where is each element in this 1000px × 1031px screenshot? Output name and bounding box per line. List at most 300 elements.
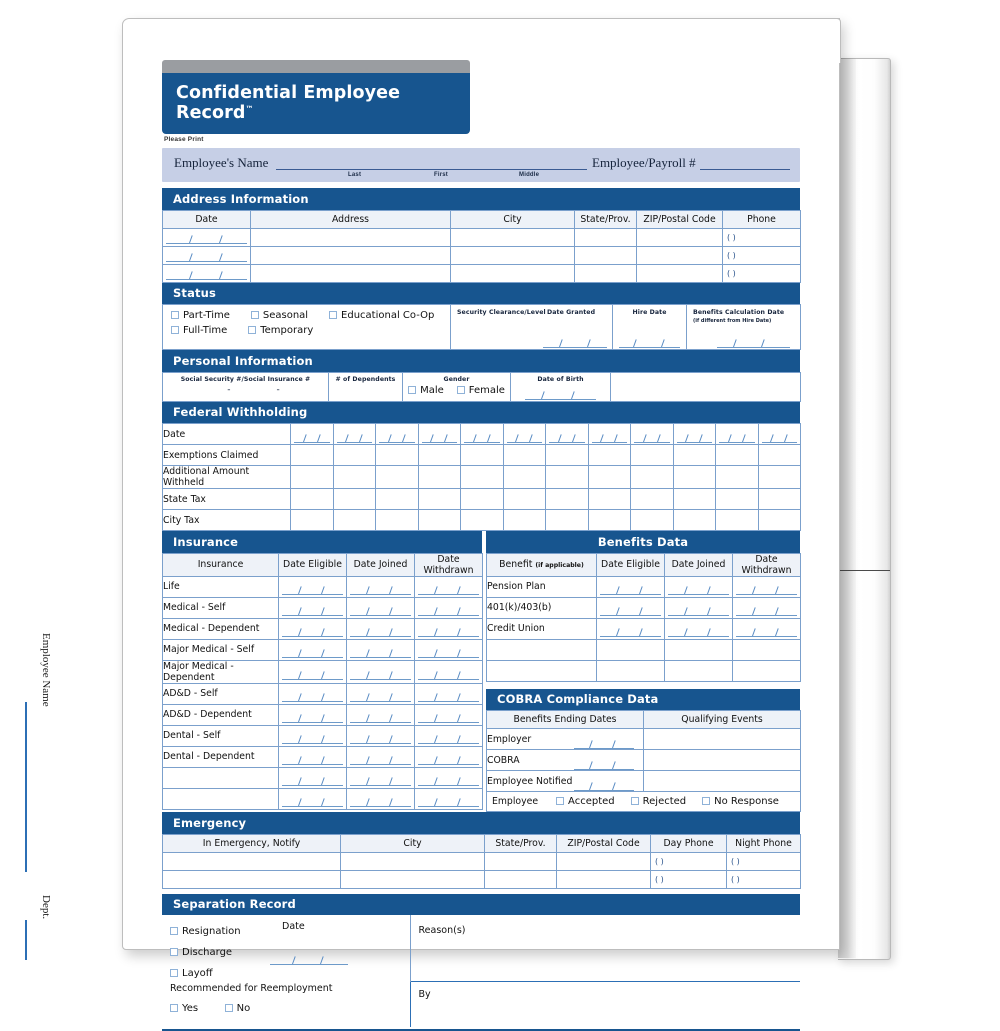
- page-title: Confidential Employee Record: [176, 83, 401, 123]
- insurance-row-label: Major Medical - Self: [163, 639, 279, 660]
- blank-cell[interactable]: [418, 445, 461, 466]
- label-reemployment: Recommended for Reemployment: [170, 983, 333, 994]
- emergency-day-phone-input[interactable]: ( ): [651, 870, 727, 888]
- blank-cell[interactable]: [588, 445, 631, 466]
- cobra-qualifying-event-input[interactable]: [644, 750, 801, 771]
- checkbox-icon[interactable]: [171, 326, 179, 334]
- checkbox-educational-coop[interactable]: Educational Co-Op: [329, 310, 434, 321]
- emergency-state-input[interactable]: [485, 852, 557, 870]
- section-header-benefits: Benefits Data: [486, 531, 800, 553]
- blank-cell[interactable]: [588, 510, 631, 531]
- benefits-row: [487, 660, 801, 681]
- date-input-cell[interactable]: [716, 424, 759, 445]
- address-date-input[interactable]: [163, 264, 251, 282]
- insurance-table: [162, 553, 483, 810]
- sub-label-middle: Middle: [519, 172, 540, 178]
- date-input-cell[interactable]: [546, 424, 589, 445]
- date-input-cell[interactable]: [733, 618, 801, 639]
- benefits-data-table: [486, 553, 801, 682]
- date-input-cell[interactable]: [631, 424, 674, 445]
- section-header-status: Status: [162, 283, 800, 305]
- insurance-row: [163, 704, 483, 725]
- insurance-row-label: Life: [163, 576, 279, 597]
- please-print-note: Please Print: [164, 136, 204, 143]
- tab-label-employee-name: Employee Name: [40, 633, 52, 707]
- checkbox-icon[interactable]: [170, 969, 178, 977]
- insurance-col-1: Date Eligible: [279, 553, 347, 576]
- federal-withholding-row: [163, 510, 801, 531]
- date-input-cell[interactable]: [347, 639, 415, 660]
- benefits-col-2: Date Joined: [665, 553, 733, 576]
- blank-cell[interactable]: [631, 489, 674, 510]
- benefits-row-label: Pension Plan: [487, 576, 597, 597]
- emergency-col-zip: ZIP/Postal Code: [557, 834, 651, 852]
- separation-by-cell[interactable]: [410, 981, 800, 1027]
- insurance-row-label: AD&D - Self: [163, 683, 279, 704]
- cobra-col-qualifying-events: Qualifying Events: [644, 711, 801, 729]
- date-input-cell[interactable]: [279, 597, 347, 618]
- insurance-row-label: Major Medical - Dependent: [163, 660, 279, 683]
- checkbox-discharge[interactable]: Discharge: [170, 947, 232, 958]
- separation-reasons-cell[interactable]: [410, 915, 800, 981]
- sub-label-first: First: [434, 172, 449, 178]
- checkbox-reemployment-no[interactable]: No: [225, 1003, 251, 1014]
- benefits-row-label: 401(k)/403(b): [487, 597, 597, 618]
- checkbox-icon[interactable]: [556, 797, 564, 805]
- blank-cell[interactable]: [418, 510, 461, 531]
- date-input-cell[interactable]: [758, 424, 801, 445]
- checkbox-male[interactable]: Male: [408, 385, 444, 396]
- blank-cell[interactable]: [503, 489, 546, 510]
- checkbox-layoff[interactable]: Layoff: [170, 968, 213, 979]
- date-input-cell[interactable]: [733, 597, 801, 618]
- date-input-cell[interactable]: [665, 597, 733, 618]
- blank-cell[interactable]: [597, 660, 665, 681]
- employee-record-form: [162, 60, 800, 1031]
- checkbox-icon[interactable]: [251, 311, 259, 319]
- blank-cell[interactable]: [758, 510, 801, 531]
- blank-cell[interactable]: [503, 445, 546, 466]
- blank-cell[interactable]: [291, 489, 334, 510]
- blank-cell[interactable]: [673, 466, 716, 489]
- fw-row-label: Exemptions Claimed: [163, 445, 291, 466]
- blank-cell[interactable]: [716, 445, 759, 466]
- federal-withholding-row: [163, 424, 801, 445]
- checkbox-icon[interactable]: [329, 311, 337, 319]
- date-input-cell[interactable]: [279, 725, 347, 746]
- date-input-cell[interactable]: [376, 424, 419, 445]
- table-row: [163, 264, 801, 282]
- date-input-cell[interactable]: [279, 660, 347, 683]
- blank-cell[interactable]: [291, 510, 334, 531]
- benefits-col-3: Date Withdrawn: [733, 553, 801, 576]
- date-input-cell[interactable]: [415, 704, 483, 725]
- ssn-cell[interactable]: [163, 372, 329, 401]
- date-input-cell[interactable]: [279, 788, 347, 809]
- benefits-row: [487, 597, 801, 618]
- section-header-federal-withholding: Federal Withholding: [162, 402, 800, 424]
- address-state-input[interactable]: [575, 264, 637, 282]
- checkbox-no-response[interactable]: No Response: [702, 796, 779, 807]
- address-header-row: [163, 210, 801, 228]
- trademark-symbol: ™: [245, 104, 254, 114]
- address-city-input[interactable]: [451, 228, 575, 246]
- blank-cell[interactable]: [333, 489, 376, 510]
- insurance-row: [163, 725, 483, 746]
- table-row: [163, 246, 801, 264]
- insurance-row: [163, 683, 483, 704]
- date-input-cell[interactable]: [415, 725, 483, 746]
- address-street-input[interactable]: [251, 228, 451, 246]
- address-street-input[interactable]: [251, 246, 451, 264]
- blank-cell[interactable]: [665, 639, 733, 660]
- fw-row-label: Additional Amount Withheld: [163, 466, 291, 489]
- address-city-input[interactable]: [451, 264, 575, 282]
- emergency-col-state: State/Prov.: [485, 834, 557, 852]
- checkbox-reemployment-yes[interactable]: Yes: [170, 1003, 198, 1014]
- date-input-cell[interactable]: [597, 597, 665, 618]
- date-input-cell[interactable]: [333, 424, 376, 445]
- blank-cell[interactable]: [418, 489, 461, 510]
- insurance-row-label: Dental - Self: [163, 725, 279, 746]
- separation-date-input[interactable]: [270, 955, 348, 965]
- federal-withholding-table: [162, 423, 801, 531]
- date-input-cell[interactable]: [347, 618, 415, 639]
- security-clearance-cell[interactable]: [451, 305, 613, 350]
- insurance-row-label: Medical - Self: [163, 597, 279, 618]
- benefits-row: [487, 576, 801, 597]
- sub-label-last: Last: [348, 172, 362, 178]
- address-zip-input[interactable]: [637, 246, 723, 264]
- blank-cell[interactable]: [333, 466, 376, 489]
- insurance-benefits-wrapper: [162, 531, 800, 812]
- payroll-number-input[interactable]: [700, 169, 790, 170]
- emergency-col-notify: In Emergency, Notify: [163, 834, 341, 852]
- blank-cell[interactable]: [291, 445, 334, 466]
- dob-cell[interactable]: [511, 372, 611, 401]
- insurance-row-label: Dental - Dependent: [163, 746, 279, 767]
- blank-cell[interactable]: [503, 466, 546, 489]
- federal-withholding-row: [163, 489, 801, 510]
- benefits-col-1: Date Eligible: [597, 553, 665, 576]
- checkbox-icon[interactable]: [225, 1004, 233, 1012]
- blank-cell[interactable]: [597, 639, 665, 660]
- blank-cell[interactable]: [716, 466, 759, 489]
- emergency-night-phone-input[interactable]: ( ): [727, 852, 801, 870]
- employee-name-band: [162, 148, 800, 182]
- insurance-row: [163, 639, 483, 660]
- blank-cell[interactable]: [461, 445, 504, 466]
- checkbox-accepted[interactable]: Accepted: [556, 796, 615, 807]
- checkbox-temporary[interactable]: Temporary: [248, 325, 313, 336]
- benefits-header-row: [487, 553, 801, 576]
- insurance-row: [163, 660, 483, 683]
- address-date-input[interactable]: [163, 246, 251, 264]
- date-input-cell[interactable]: [503, 424, 546, 445]
- checkbox-icon[interactable]: [170, 1004, 178, 1012]
- date-input-cell[interactable]: [415, 576, 483, 597]
- address-table: [162, 210, 801, 283]
- cobra-qualifying-event-input[interactable]: [644, 771, 801, 792]
- address-zip-input[interactable]: [637, 228, 723, 246]
- emergency-notify-input[interactable]: [163, 852, 341, 870]
- address-city-input[interactable]: [451, 246, 575, 264]
- employee-name-input[interactable]: [276, 169, 587, 170]
- emergency-col-day-phone: Day Phone: [651, 834, 727, 852]
- ssn-input[interactable]: - -: [227, 384, 280, 395]
- dob-input[interactable]: [525, 390, 596, 400]
- fw-row-label: City Tax: [163, 510, 291, 531]
- blank-cell[interactable]: [461, 510, 504, 531]
- hire-date-input[interactable]: [619, 338, 680, 348]
- date-input-cell[interactable]: [347, 746, 415, 767]
- date-input-cell[interactable]: [279, 576, 347, 597]
- checkbox-seasonal[interactable]: Seasonal: [251, 310, 308, 321]
- emergency-city-input[interactable]: [341, 870, 485, 888]
- separation-bottom-rule: [162, 1027, 800, 1031]
- emergency-col-night-phone: Night Phone: [727, 834, 801, 852]
- address-zip-input[interactable]: [637, 264, 723, 282]
- label-employee: Employee: [492, 796, 539, 807]
- table-row: [163, 228, 801, 246]
- blank-cell[interactable]: [376, 445, 419, 466]
- date-input-cell[interactable]: [673, 424, 716, 445]
- insurance-row: [163, 597, 483, 618]
- date-input-cell[interactable]: [279, 639, 347, 660]
- emergency-zip-input[interactable]: [557, 852, 651, 870]
- folder-tab-panel: [838, 58, 891, 960]
- blank-cell[interactable]: [546, 489, 589, 510]
- blank-cell[interactable]: [758, 489, 801, 510]
- benefits-calc-date-cell[interactable]: [687, 305, 801, 350]
- checkbox-icon[interactable]: [408, 386, 416, 394]
- sheet-notch: [806, 18, 841, 63]
- insurance-row-label: [163, 788, 279, 809]
- hire-date-cell[interactable]: [613, 305, 687, 350]
- federal-withholding-row: [163, 466, 801, 489]
- blank-cell[interactable]: [673, 510, 716, 531]
- insurance-row: [163, 767, 483, 788]
- cobra-qualifying-event-input[interactable]: [644, 729, 801, 750]
- federal-withholding-row: [163, 445, 801, 466]
- status-checkbox-group: [163, 305, 451, 350]
- benefits-row: [487, 618, 801, 639]
- emergency-header-row: [163, 834, 801, 852]
- date-input-cell[interactable]: [279, 704, 347, 725]
- blank-cell[interactable]: [588, 466, 631, 489]
- date-input-cell[interactable]: [279, 767, 347, 788]
- date-input-cell[interactable]: [347, 704, 415, 725]
- payroll-number-label: Employee/Payroll #: [592, 155, 696, 170]
- blank-cell[interactable]: [665, 660, 733, 681]
- blank-cell[interactable]: [376, 466, 419, 489]
- folder-tab-divider: [840, 570, 890, 571]
- blank-cell[interactable]: [418, 466, 461, 489]
- emergency-night-phone-input[interactable]: ( ): [727, 870, 801, 888]
- blank-cell[interactable]: [333, 510, 376, 531]
- date-input-cell[interactable]: [347, 576, 415, 597]
- blank-cell[interactable]: [503, 510, 546, 531]
- date-input-cell[interactable]: [597, 618, 665, 639]
- label-benefits-calc-date: Benefits Calculation Date: [693, 309, 785, 316]
- benefits-row-label: Credit Union: [487, 618, 597, 639]
- address-date-input[interactable]: [163, 228, 251, 246]
- date-input-cell[interactable]: [418, 424, 461, 445]
- date-input-cell[interactable]: [415, 788, 483, 809]
- address-col-city: City: [451, 210, 575, 228]
- label-separation-date: Date: [282, 921, 305, 932]
- checkbox-icon[interactable]: [248, 326, 256, 334]
- checkbox-icon[interactable]: [457, 386, 465, 394]
- checkbox-icon[interactable]: [170, 948, 178, 956]
- date-input-cell[interactable]: [415, 660, 483, 683]
- date-input-cell[interactable]: [597, 576, 665, 597]
- date-input-cell[interactable]: [279, 746, 347, 767]
- emergency-zip-input[interactable]: [557, 870, 651, 888]
- benefits-row-label: [487, 660, 597, 681]
- date-input-cell[interactable]: [291, 424, 334, 445]
- date-input-cell[interactable]: [665, 618, 733, 639]
- blank-cell[interactable]: [758, 445, 801, 466]
- reemployment-cell: [162, 981, 410, 1027]
- date-input-cell[interactable]: [415, 618, 483, 639]
- blank-cell[interactable]: [291, 466, 334, 489]
- date-input-cell[interactable]: [415, 767, 483, 788]
- date-input-cell[interactable]: [347, 660, 415, 683]
- blank-cell[interactable]: [376, 489, 419, 510]
- benefits-calc-date-input[interactable]: [717, 338, 790, 348]
- address-state-input[interactable]: [575, 228, 637, 246]
- date-input-cell[interactable]: [415, 683, 483, 704]
- personal-blank-cell: [611, 372, 801, 401]
- insurance-row: [163, 746, 483, 767]
- label-dependents: # of Dependents: [335, 375, 396, 383]
- blank-cell[interactable]: [631, 510, 674, 531]
- date-input-cell[interactable]: [415, 746, 483, 767]
- section-header-address: Address Information: [162, 188, 800, 210]
- date-input-cell[interactable]: [347, 683, 415, 704]
- date-input-cell[interactable]: [347, 725, 415, 746]
- blank-cell[interactable]: [588, 489, 631, 510]
- cobra-row-label: COBRA: [487, 750, 644, 771]
- date-input-cell[interactable]: [461, 424, 504, 445]
- address-phone-input[interactable]: ( ): [723, 264, 801, 282]
- address-street-input[interactable]: [251, 264, 451, 282]
- blank-cell[interactable]: [461, 489, 504, 510]
- label-dob: Date of Birth: [537, 375, 584, 383]
- employee-name-label: Employee's Name: [174, 155, 269, 170]
- blank-cell[interactable]: [758, 466, 801, 489]
- emergency-state-input[interactable]: [485, 870, 557, 888]
- label-reasons: Reason(s): [418, 925, 466, 936]
- blank-cell[interactable]: [546, 445, 589, 466]
- insurance-col-0: Insurance: [163, 553, 279, 576]
- date-input-cell[interactable]: [733, 576, 801, 597]
- emergency-table: [162, 834, 801, 889]
- checkbox-icon[interactable]: [702, 797, 710, 805]
- blank-cell[interactable]: [716, 489, 759, 510]
- emergency-day-phone-input[interactable]: ( ): [651, 852, 727, 870]
- section-header-cobra: COBRA Compliance Data: [486, 689, 800, 711]
- checkbox-full-time[interactable]: Full-Time: [171, 325, 227, 336]
- benefits-row: [487, 639, 801, 660]
- blank-cell[interactable]: [673, 489, 716, 510]
- date-input-cell[interactable]: [588, 424, 631, 445]
- blank-cell[interactable]: [333, 445, 376, 466]
- address-state-input[interactable]: [575, 246, 637, 264]
- dependents-cell[interactable]: [329, 372, 403, 401]
- date-granted-input[interactable]: [543, 338, 607, 348]
- title-cap-bar: [162, 60, 470, 73]
- cobra-table: [486, 710, 801, 812]
- insurance-row: [163, 618, 483, 639]
- cobra-row: [487, 729, 801, 750]
- checkbox-icon[interactable]: [171, 311, 179, 319]
- tab-rule-dept: [25, 920, 27, 960]
- blank-cell[interactable]: [546, 510, 589, 531]
- blank-cell[interactable]: [461, 466, 504, 489]
- checkbox-icon[interactable]: [631, 797, 639, 805]
- date-input-cell[interactable]: [347, 788, 415, 809]
- emergency-col-city: City: [341, 834, 485, 852]
- date-input-cell[interactable]: [347, 767, 415, 788]
- separation-table: [162, 915, 800, 1027]
- date-input-cell[interactable]: [415, 597, 483, 618]
- checkbox-resignation[interactable]: Resignation: [170, 926, 241, 937]
- section-header-separation: Separation Record: [162, 894, 800, 916]
- label-hire-date: Hire Date: [632, 309, 667, 316]
- cobra-header-row: [487, 711, 801, 729]
- address-phone-input[interactable]: ( ): [723, 246, 801, 264]
- label-ssn: Social Security #/Social Insurance #: [180, 375, 311, 383]
- emergency-city-input[interactable]: [341, 852, 485, 870]
- checkbox-part-time[interactable]: Part-Time: [171, 310, 230, 321]
- address-col-date: Date: [163, 210, 251, 228]
- address-col-address: Address: [251, 210, 451, 228]
- cobra-col-ending-dates: Benefits Ending Dates: [487, 711, 644, 729]
- cobra-row-label: Employer: [487, 729, 644, 750]
- label-by: By: [418, 988, 431, 1000]
- tab-label-dept: Dept.: [40, 894, 52, 920]
- address-phone-input[interactable]: ( ): [723, 228, 801, 246]
- blank-cell[interactable]: [631, 466, 674, 489]
- tab-rule-employee-name: [25, 702, 27, 872]
- blank-cell[interactable]: [546, 466, 589, 489]
- address-col-phone: Phone: [723, 210, 801, 228]
- emergency-notify-input[interactable]: [163, 870, 341, 888]
- cobra-row: [487, 771, 801, 792]
- blank-cell[interactable]: [733, 639, 801, 660]
- section-header-emergency: Emergency: [162, 812, 800, 834]
- date-input-cell[interactable]: [279, 618, 347, 639]
- blank-cell[interactable]: [716, 510, 759, 531]
- blank-cell[interactable]: [376, 510, 419, 531]
- date-input-cell[interactable]: [347, 597, 415, 618]
- insurance-row-label: [163, 767, 279, 788]
- checkbox-rejected[interactable]: Rejected: [631, 796, 687, 807]
- checkbox-icon[interactable]: [170, 927, 178, 935]
- blank-cell[interactable]: [673, 445, 716, 466]
- checkbox-female[interactable]: Female: [457, 385, 505, 396]
- date-input-cell[interactable]: [415, 639, 483, 660]
- insurance-header-row: [163, 553, 483, 576]
- date-input-cell[interactable]: [665, 576, 733, 597]
- benefits-row-label: [487, 639, 597, 660]
- date-input-cell[interactable]: [279, 683, 347, 704]
- blank-cell[interactable]: [733, 660, 801, 681]
- benefits-col-benefit: Benefit (if applicable): [487, 553, 597, 576]
- blank-cell[interactable]: [631, 445, 674, 466]
